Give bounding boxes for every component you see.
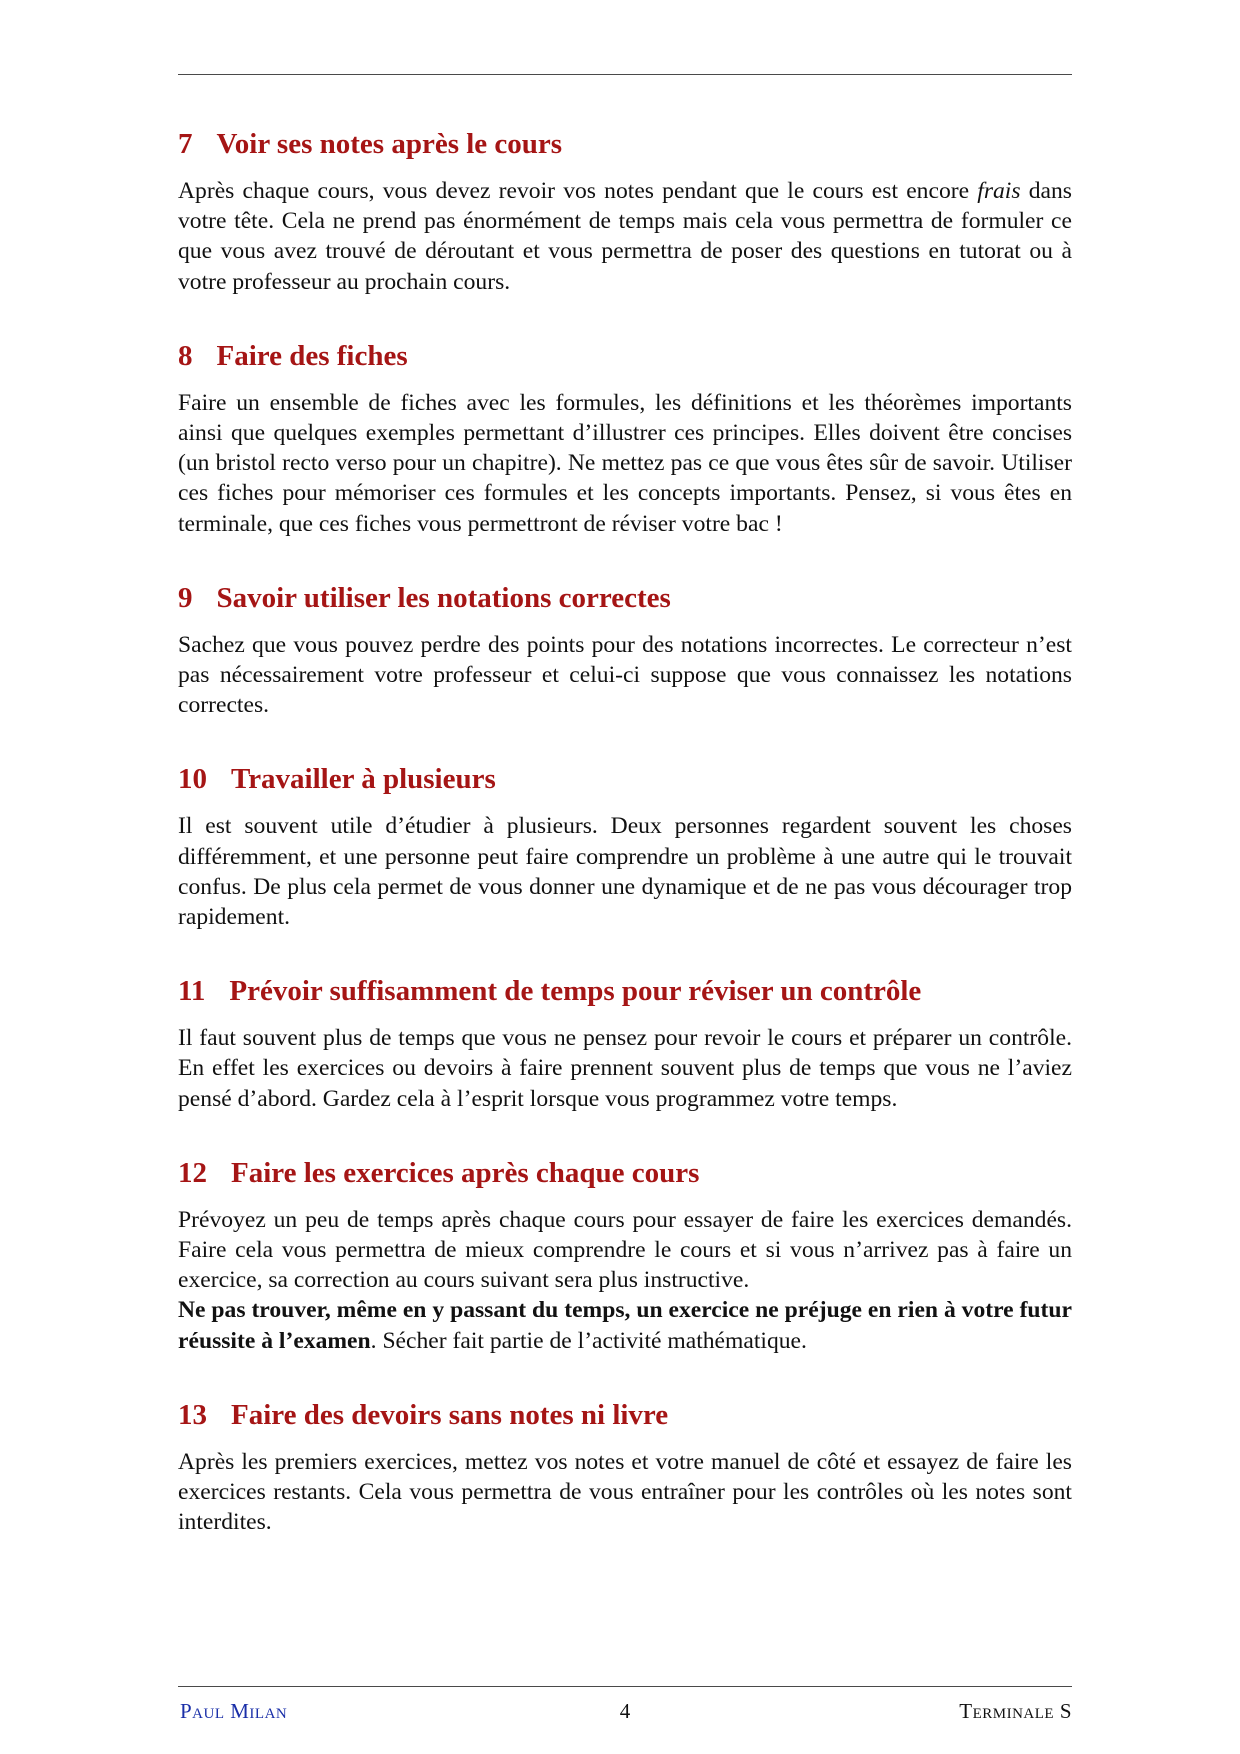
section-12 bbox=[178, 1155, 1072, 1356]
section-paragraph bbox=[178, 630, 1072, 721]
text-run: Il est souvent utile d’étudier à plusieurs. Deux personnes regardent souvent les choses différemment, et une personne peut faire comprendre un problème à une autre qui le trouvait confus. De plus cela permet de vous donner une dynamique et de ne pas vous décourager trop rapidement. bbox=[178, 813, 1072, 931]
section-heading bbox=[178, 338, 1072, 374]
section-heading bbox=[178, 580, 1072, 616]
section-heading bbox=[178, 1155, 1072, 1191]
header-rule bbox=[178, 74, 1072, 75]
text-run: dans votre tête. Cela ne prend pas énormément de temps mais cela vous permettra de formuler ce que vous avez trouvé de déroutant et vous permettra de poser des questions en tutorat ou à votre professeur au prochain cours. bbox=[178, 178, 1072, 295]
section-number: 9 bbox=[178, 581, 193, 614]
section-paragraph bbox=[178, 388, 1072, 539]
text-run: frais bbox=[977, 178, 1021, 204]
section-number: 10 bbox=[178, 763, 207, 796]
section-11 bbox=[178, 973, 1072, 1114]
section-10 bbox=[178, 761, 1072, 932]
footer-rule bbox=[178, 1686, 1072, 1687]
section-title: Faire des fiches bbox=[216, 339, 408, 372]
section-number: 12 bbox=[178, 1156, 207, 1189]
footer-author: Paul Milan bbox=[180, 1699, 288, 1723]
page-footer bbox=[178, 1696, 1072, 1726]
section-title: Faire les exercices après chaque cours bbox=[231, 1156, 700, 1189]
text-run: Sachez que vous pouvez perdre des points pour des notations incorrectes. Le correcteur n’est pas nécessairement votre professeur et celui-ci suppose que vous connaissez les notations correctes. bbox=[178, 631, 1072, 719]
document-body bbox=[178, 126, 1072, 1578]
section-heading bbox=[178, 1397, 1072, 1433]
section-number: 11 bbox=[178, 975, 206, 1008]
section-paragraph bbox=[178, 1023, 1072, 1114]
section-title: Voir ses notes après le cours bbox=[216, 128, 563, 160]
section-paragraph bbox=[178, 1295, 1072, 1355]
text-run: Il faut souvent plus de temps que vous ne pensez pour revoir le cours et préparer un contrôle. En effet les exercices ou devoirs à faire prennent souvent plus de temps que vous ne l’aviez pensé d’abord. Gardez cela à l’esprit lorsque vous programmez votre temps. bbox=[178, 1025, 1072, 1112]
section-number: 8 bbox=[178, 339, 193, 372]
section-heading bbox=[178, 126, 1072, 162]
text-run: Ne pas trouver, même en y passant du temps, un exercice ne préjuge en rien à votre futur réussite à l’examen bbox=[178, 1297, 1072, 1354]
section-heading bbox=[178, 761, 1072, 797]
text-run: Prévoyez un peu de temps après chaque cours pour essayer de faire les exercices demandés. Faire cela vous permettra de mieux comprendre le cours et si vous n’arrivez pas à faire un exercice, sa correction au cours suivant sera plus instructive. bbox=[178, 1206, 1072, 1294]
text-run: . Sécher fait partie de l’activité mathématique. bbox=[370, 1327, 807, 1354]
section-number: 13 bbox=[178, 1398, 207, 1431]
section-title: Prévoir suffisamment de temps pour réviser un contrôle bbox=[229, 975, 922, 1008]
footer-course: Terminale S bbox=[959, 1699, 1072, 1723]
section-13 bbox=[178, 1397, 1072, 1538]
section-paragraph bbox=[178, 811, 1072, 932]
text-run: Après chaque cours, vous devez revoir vos notes pendant que le cours est encore bbox=[178, 178, 978, 204]
section-9 bbox=[178, 580, 1072, 721]
section-title: Faire des devoirs sans notes ni livre bbox=[231, 1398, 669, 1431]
text-run: Faire un ensemble de fiches avec les formules, les définitions et les théorèmes importants ainsi que quelques exemples permettant d’illustrer ces principes. Elles doivent être concises (un bristol recto verso pour un chapitre). Ne mettez pas ce que vous êtes sûr de savoir. Utiliser ces fiches pour mémoriser ces formules et les concepts importants. Pensez, si vous êtes en terminale, que ces fiches vous permettront de réviser votre bac ! bbox=[178, 389, 1072, 537]
section-title: Savoir utiliser les notations correctes bbox=[216, 581, 671, 614]
section-number: 7 bbox=[178, 128, 193, 160]
section-paragraph bbox=[178, 176, 1072, 297]
section-paragraph bbox=[178, 1447, 1072, 1538]
section-heading bbox=[178, 973, 1072, 1009]
section-7 bbox=[178, 126, 1072, 297]
section-title: Travailler à plusieurs bbox=[231, 763, 496, 796]
footer-page-number: 4 bbox=[619, 1699, 631, 1723]
section-8 bbox=[178, 338, 1072, 539]
text-run: Après les premiers exercices, mettez vos notes et votre manuel de côté et essayez de faire les exercices restants. Cela vous permettra de vous entraîner pour les contrôles où les notes sont interdites. bbox=[178, 1448, 1072, 1536]
section-paragraph bbox=[178, 1205, 1072, 1296]
